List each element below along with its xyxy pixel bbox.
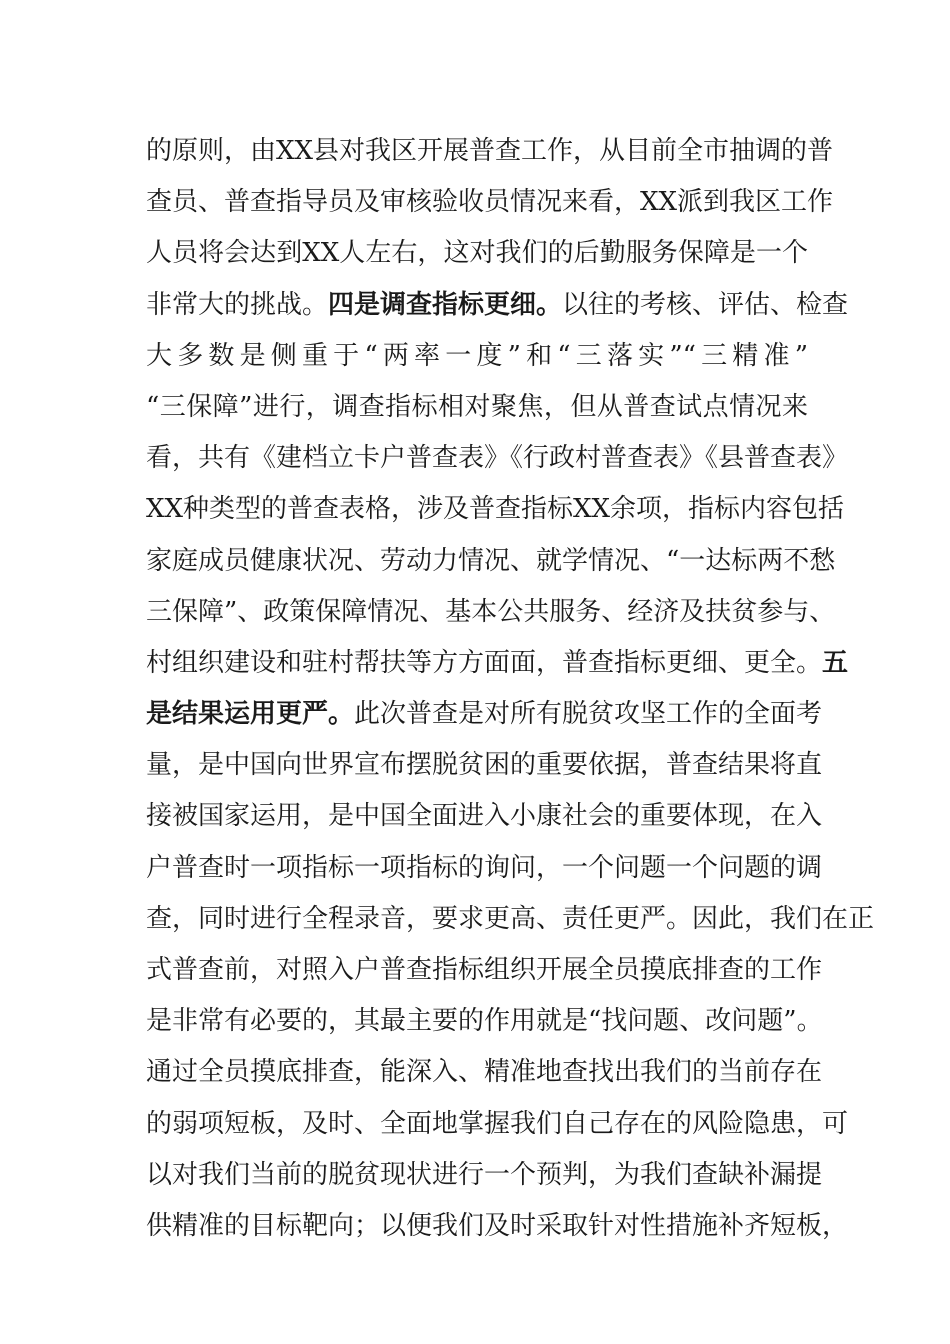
body-text-segment: 大多数是侧重于“两率一度”和“三落实”“三精准” — [146, 340, 808, 371]
body-text-segment: 通过全员摸底排查，能深入、精准地查找出我们的当前存在 — [146, 1057, 823, 1088]
text-line — [146, 996, 823, 1047]
text-line — [146, 1047, 823, 1098]
body-text-segment: 查，同时进行全程录音，要求更高、责任更严。因此，我们在正 — [146, 903, 875, 934]
text-line — [146, 126, 834, 177]
body-text-segment: 的弱项短板，及时、全面地掌握我们自己存在的风险隐患，可 — [146, 1108, 849, 1139]
body-paragraph — [146, 126, 875, 1252]
text-line — [146, 587, 836, 638]
body-text-segment: 看，共有《建档立卡户普查表》《行政村普查表》《县普查表》 — [146, 443, 849, 474]
body-text-segment: 户普查时一项指标一项指标的询问，一个问题一个问题的调 — [146, 852, 823, 883]
body-text-segment: 查员、普查指导员及审核验收员情况来看，XX派到我区工作 — [146, 187, 834, 218]
text-line — [146, 740, 823, 791]
body-text-segment: “三保障”进行，调查指标相对聚焦，但从普查试点情况来 — [146, 391, 808, 422]
text-line — [146, 177, 834, 228]
body-text-segment: 式普查前，对照入户普查指标组织开展全员摸底排查的工作 — [146, 955, 823, 985]
body-text-segment: 家庭成员健康状况、劳动力情况、就学情况、“一达标两不愁 — [146, 545, 836, 576]
body-text-segment: 供精准的目标靶向；以便我们及时采取针对性措施补齐短板， — [146, 1210, 849, 1241]
text-line — [146, 638, 849, 689]
bold-heading-text: 四是调查指标更细。 — [328, 289, 563, 320]
body-text-segment: 以对我们当前的脱贫现状进行一个预判，为我们查缺补漏提 — [146, 1159, 823, 1190]
text-line — [146, 945, 823, 996]
text-line — [146, 280, 849, 331]
body-text-segment: 村组织建设和驻村帮扶等方方面面，普查指标更细、更全。 — [146, 647, 823, 678]
text-line — [146, 689, 823, 740]
text-line — [146, 228, 808, 279]
text-line — [146, 791, 823, 842]
text-line — [146, 331, 808, 382]
text-line — [146, 433, 849, 484]
body-text-segment: XX种类型的普查表格，涉及普查指标XX余项，指标内容包括 — [146, 494, 845, 525]
text-line — [146, 536, 836, 587]
text-line — [146, 1201, 849, 1252]
body-text-segment: 三保障”、政策保障情况、基本公共服务、经济及扶贫参与、 — [146, 596, 836, 627]
body-text-segment: 人员将会达到XX人左右，这对我们的后勤服务保障是一个 — [146, 238, 808, 269]
text-line — [146, 843, 823, 894]
text-line — [146, 1099, 849, 1150]
bold-heading-text: 五 — [822, 647, 849, 678]
body-text-segment: 量，是中国向世界宣布摆脱贫困的重要依据，普查结果将直 — [146, 750, 823, 781]
body-text-segment: 是非常有必要的，其最主要的作用就是“找问题、改问题”。 — [146, 1006, 823, 1037]
bold-heading-text: 是结果运用更严。 — [146, 699, 355, 730]
body-text-segment: 非常大的挑战。 — [146, 289, 329, 320]
body-text-segment: 以往的考核、评估、检查 — [562, 289, 849, 320]
body-text-segment: 的原则，由XX县对我区开展普查工作，从目前全市抽调的普 — [146, 136, 834, 166]
body-text-segment: 此次普查是对所有脱贫攻坚工作的全面考 — [354, 699, 823, 730]
text-line — [146, 382, 808, 433]
body-text-segment: 接被国家运用，是中国全面进入小康社会的重要体现，在入 — [146, 801, 823, 832]
text-line — [146, 894, 875, 945]
text-line — [146, 484, 845, 535]
text-line — [146, 1150, 823, 1201]
